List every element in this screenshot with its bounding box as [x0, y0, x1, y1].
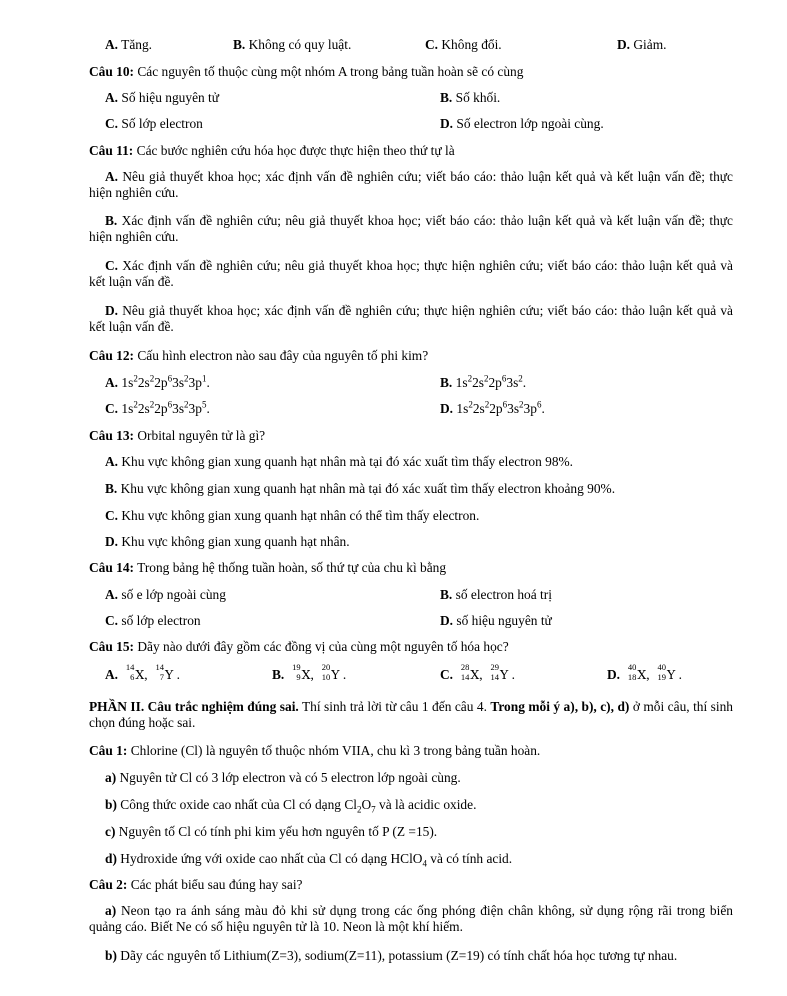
q10-option-a: A. Số hiệu nguyên tử	[105, 90, 220, 105]
isotope-notation: 19 9	[292, 662, 301, 682]
question-14: Câu 14: Trong bảng hệ thống tuần hoàn, số thứ tự của chu kì bằng	[89, 560, 447, 575]
q13-option-c: C. Khu vực không gian xung quanh hạt nhân có thể tìm thấy electron.	[105, 508, 480, 523]
q11-option-c: C. Xác định vấn đề nghiên cứu; nêu giả thuyết khoa học; thực hiện nghiên cứu; viết báo cáo: thảo luận kết quả và kết luận vấn đề.	[89, 258, 733, 290]
p2q1-statement-a: a) Nguyên tử Cl có 3 lớp electron và có 5 electron lớp ngoài cùng.	[105, 770, 461, 785]
part2-question-2: Câu 2: Các phát biểu sau đúng hay sai?	[89, 877, 303, 892]
question-12: Câu 12: Cấu hình electron nào sau đây của nguyên tố phi kim?	[89, 348, 429, 363]
q15-option-b: B. 19 9 X, 20 10 Y .	[272, 662, 347, 682]
q12-option-b: B. $1s^22s^22p^63s^2$.	[440, 373, 527, 390]
question-11: Câu 11: Các bước nghiên cứu hóa học được thực hiện theo thứ tự là	[89, 143, 455, 158]
p2q2-statement-b: b) Dãy các nguyên tố Lithium(Z=3), sodium(Z=11), potassium (Z=19) có tính chất hóa học tương tự nhau.	[105, 948, 678, 963]
p2q1-statement-b: b) Công thức oxide cao nhất của Cl có dạng $Cl_2O_7$ và là acidic oxide.	[105, 797, 477, 815]
part-2-heading: PHẦN II. Câu trắc nghiệm đúng sai. Thí sinh trả lời từ câu 1 đến câu 4. Trong mỗi ý a), b), c), d) ở mỗi câu, thí sinh chọn đúng hoặc sai.	[89, 699, 733, 731]
question-13: Câu 13: Orbital nguyên tử là gì?	[89, 428, 266, 443]
p2q1-statement-d: d) Hydroxide ứng với oxide cao nhất của Cl có dạng HClO$_4$ và có tính acid.	[105, 851, 513, 869]
q14-option-d: D. số hiệu nguyên tử	[440, 613, 552, 628]
q13-option-b: B. Khu vực không gian xung quanh hạt nhân mà tại đó xác xuất tìm thấy electron khoảng 90%.	[105, 481, 616, 496]
q12-option-d: D. $1s^22s^22p^63s^23p^6$.	[440, 399, 545, 416]
q12-option-c: C. $1s^22s^22p^63s^23p^5$.	[105, 399, 210, 416]
q14-option-a: A. số e lớp ngoài cùng	[105, 587, 226, 602]
q10-option-d: D. Số electron lớp ngoài cùng.	[440, 116, 604, 131]
q15-option-a: A. 14 6 X, 14 7 Y .	[105, 662, 180, 682]
q11-option-a: A. Nêu giả thuyết khoa học; xác định vấn đề nghiên cứu; viết báo cáo: thảo luận kết quả và kết luận vấn đề; thực hiện nghiên cứu.	[89, 169, 733, 201]
q11-option-b: B. Xác định vấn đề nghiên cứu; nêu giả thuyết khoa học; viết báo cáo: thảo luận kết quả và kết luận vấn đề; thực hiện nghiên cứu.	[89, 213, 733, 245]
q14-option-b: B. số electron hoá trị	[440, 587, 552, 602]
q12-option-a: A. $1s^22s^22p^63s^23p^1$.	[105, 373, 210, 390]
isotope-notation: 14 7	[155, 662, 164, 682]
isotope-notation: 29 14	[490, 662, 499, 682]
question-15: Câu 15: Dãy nào dưới đây gồm các đồng vị của cùng một nguyên tố hóa học?	[89, 639, 509, 654]
q9-option-c: C. Không đổi.	[425, 37, 502, 52]
isotope-notation: 14 6	[125, 662, 135, 682]
q15-option-c: C. 28 14 X, 29 14 Y .	[440, 662, 515, 682]
q13-option-a: A. Khu vực không gian xung quanh hạt nhân mà tại đó xác xuất tìm thấy electron 98%.	[105, 454, 574, 469]
isotope-notation: 40 18	[627, 662, 637, 682]
q9-option-a: A. Tăng.	[105, 37, 153, 52]
isotope-notation: 40 19	[657, 662, 666, 682]
p2q2-statement-a: a) Neon tạo ra ánh sáng màu đỏ khi sử dụng trong các ống phóng điện chân không, sử dụng rộng rãi trong biển quảng cáo. Biết Ne có số hiệu nguyên tử là 10. Neon là một khí hiếm.	[89, 903, 733, 935]
q13-option-d: D. Khu vực không gian xung quanh hạt nhân.	[105, 534, 350, 549]
isotope-notation: 20 10	[321, 662, 331, 682]
q11-option-d: D. Nêu giả thuyết khoa học; xác định vấn đề nghiên cứu; thực hiện nghiên cứu; viết báo cáo: thảo luận kết quả và kết luận vấn đề.	[89, 303, 733, 335]
p2q1-statement-c: c) Nguyên tố Cl có tính phi kim yếu hơn nguyên tố P (Z =15).	[105, 824, 438, 839]
q9-option-b: B. Không có quy luật.	[233, 37, 352, 52]
q14-option-c: C. số lớp electron	[105, 613, 201, 628]
q9-option-d: D. Giảm.	[617, 37, 667, 52]
part2-question-1: Câu 1: Chlorine (Cl) là nguyên tố thuộc nhóm VIIA, chu kì 3 trong bảng tuần hoàn.	[89, 743, 541, 758]
q10-option-b: B. Số khối.	[440, 90, 501, 105]
question-10: Câu 10: Các nguyên tố thuộc cùng một nhóm A trong bảng tuần hoàn sẽ có cùng	[89, 64, 524, 79]
isotope-notation: 28 14	[460, 662, 470, 682]
q10-option-c: C. Số lớp electron	[105, 116, 203, 131]
q15-option-d: D. 40 18 X, 40 19 Y .	[607, 662, 682, 682]
